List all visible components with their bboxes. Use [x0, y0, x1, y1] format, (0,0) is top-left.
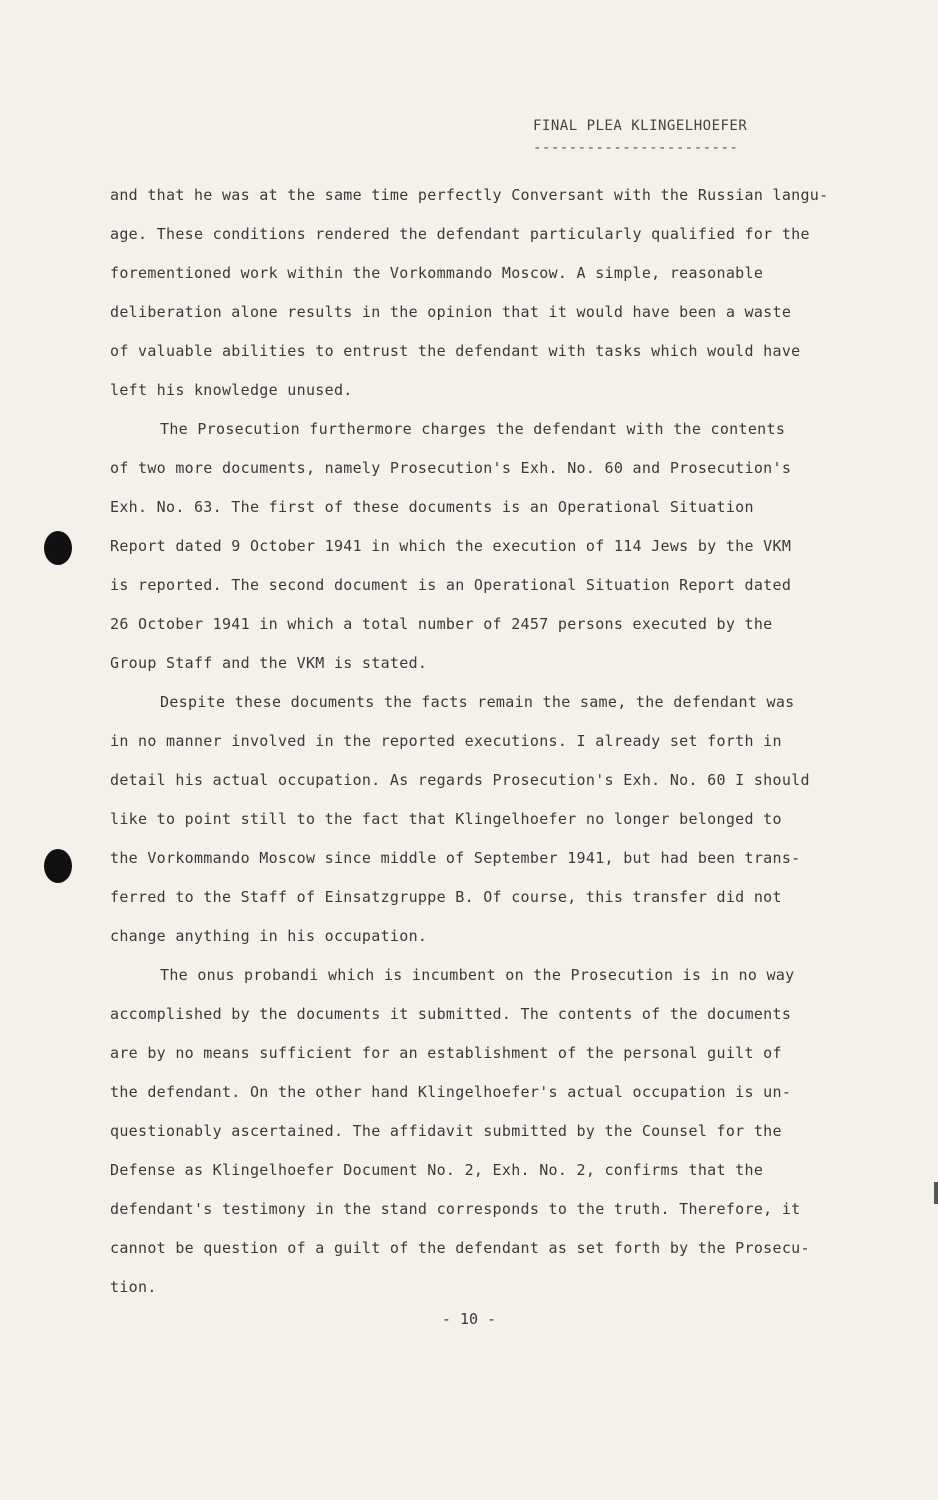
text-line: defendant's testimony in the stand corresponds to the truth. Therefore, it [110, 1200, 801, 1218]
text-line: forementioned work within the Vorkommando Moscow. A simple, reasonable [110, 264, 764, 282]
text-line: Exh. No. 63. The first of these documents is an Operational Situation [110, 498, 754, 516]
text-line: Despite these documents the facts remain the same, the defendant was [160, 693, 795, 711]
text-line: Defense as Klingelhoefer Document No. 2, Exh. No. 2, confirms that the [110, 1161, 764, 1179]
text-line: age. These conditions rendered the defendant particularly qualified for the [110, 225, 810, 243]
text-line: accomplished by the documents it submitted. The contents of the documents [110, 1005, 792, 1023]
text-line: left his knowledge unused. [110, 381, 353, 399]
page-number: - 10 - [441, 1310, 497, 1328]
text-line: of valuable abilities to entrust the defendant with tasks which would have [110, 342, 801, 360]
text-line: Group Staff and the VKM is stated. [110, 654, 428, 672]
text-line: in no manner involved in the reported executions. I already set forth in [110, 732, 782, 750]
page-header-title: FINAL PLEA KLINGELHOEFER [533, 118, 748, 134]
page-header-rule: ----------------------- [533, 140, 739, 156]
text-line: cannot be question of a guilt of the defendant as set forth by the Prosecu- [110, 1239, 810, 1257]
text-line: 26 October 1941 in which a total number of 2457 persons executed by the [110, 615, 773, 633]
text-line: questionably ascertained. The affidavit submitted by the Counsel for the [110, 1122, 782, 1140]
text-line: and that he was at the same time perfectly Conversant with the Russian langu- [110, 186, 829, 204]
text-line: Report dated 9 October 1941 in which the execution of 114 Jews by the VKM [110, 537, 792, 555]
page-edge-mark [934, 1182, 938, 1204]
text-line: deliberation alone results in the opinion that it would have been a waste [110, 303, 792, 321]
text-line: tion. [110, 1278, 157, 1296]
punch-hole [44, 531, 72, 565]
text-line: ferred to the Staff of Einsatzgruppe B. Of course, this transfer did not [110, 888, 782, 906]
text-line: the defendant. On the other hand Klingelhoefer's actual occupation is un- [110, 1083, 792, 1101]
text-line: of two more documents, namely Prosecution's Exh. No. 60 and Prosecution's [110, 459, 792, 477]
text-line: like to point still to the fact that Klingelhoefer no longer belonged to [110, 810, 782, 828]
plea-body-text [110, 176, 855, 1307]
text-line: The Prosecution furthermore charges the defendant with the contents [160, 420, 786, 438]
text-line: the Vorkommando Moscow since middle of September 1941, but had been trans- [110, 849, 801, 867]
text-line: The onus probandi which is incumbent on the Prosecution is in no way [160, 966, 795, 984]
text-line: change anything in his occupation. [110, 927, 428, 945]
text-line: is reported. The second document is an Operational Situation Report dated [110, 576, 792, 594]
text-line: are by no means sufficient for an establishment of the personal guilt of [110, 1044, 782, 1062]
text-line: detail his actual occupation. As regards Prosecution's Exh. No. 60 I should [110, 771, 810, 789]
punch-hole [44, 849, 72, 883]
